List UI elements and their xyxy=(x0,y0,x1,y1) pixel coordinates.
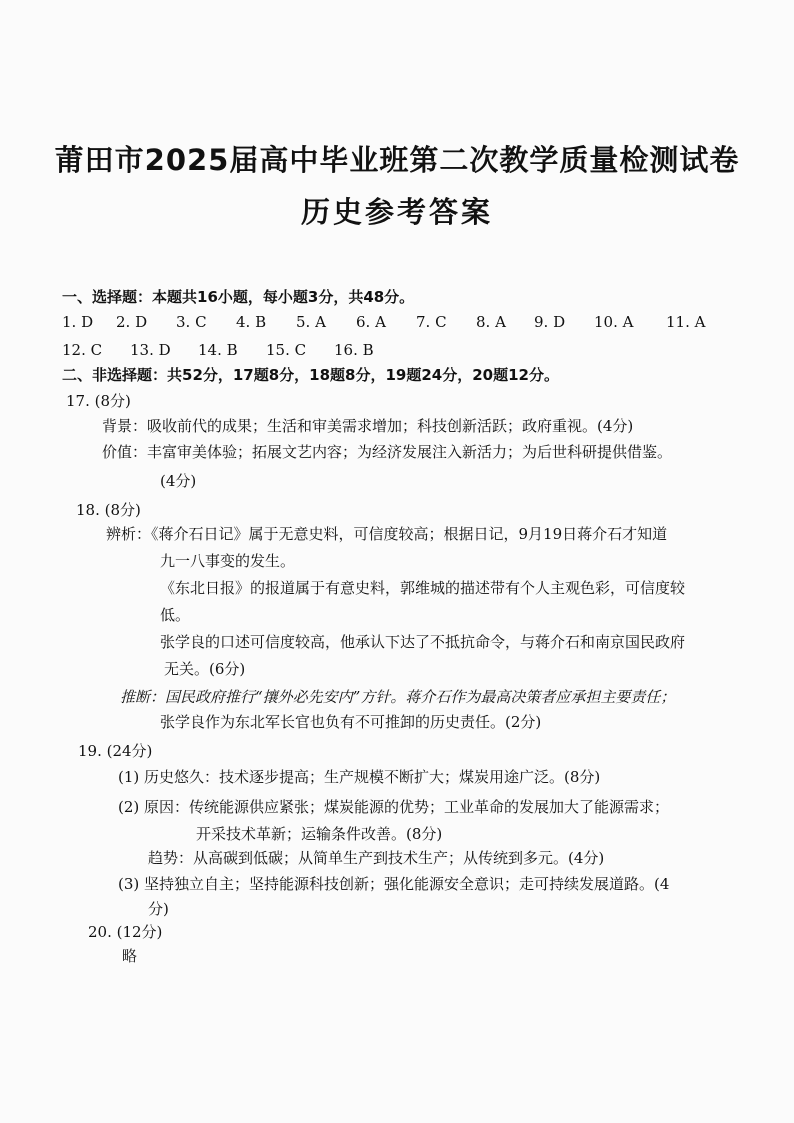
q20-answer: 略 xyxy=(122,947,138,965)
mcq-answer: 5. A xyxy=(296,313,326,331)
q17-background: 背景：吸收前代的成果；生活和审美需求增加；科技创新活跃；政府重视。(4分) xyxy=(102,417,634,435)
q18-label: 18. (8分) xyxy=(76,501,141,519)
mcq-answer: 14. B xyxy=(198,341,238,359)
q18-analysis-line4: 低。 xyxy=(160,606,191,624)
q19-part1: (1) 历史悠久：技术逐步提高；生产规模不断扩大；煤炭用途广泛。(8分) xyxy=(118,768,601,786)
q19-part2-trend: 趋势：从高碳到低碳；从简单生产到技术生产；从传统到多元。(4分) xyxy=(148,849,605,867)
mcq-answer: 11. A xyxy=(666,313,706,331)
mcq-answer: 1. D xyxy=(62,313,94,331)
q20-label: 20. (12分) xyxy=(88,923,163,941)
mcq-answer: 4. B xyxy=(236,313,267,331)
section1-heading: 一、选择题：本题共16小题，每小题3分，共48分。 xyxy=(62,288,415,306)
mcq-answer: 15. C xyxy=(266,341,307,359)
q18-analysis-line5: 张学良的口述可信度较高，他承认下达了不抵抗命令，与蒋介石和南京国民政府 xyxy=(160,633,686,651)
q19-label: 19. (24分) xyxy=(78,742,153,760)
q18-inference-line1: 推断：国民政府推行“攘外必先安内”方针。蒋介石作为最高决策者应承担主要责任； xyxy=(120,688,676,706)
mcq-answer: 2. D xyxy=(116,313,148,331)
q18-analysis-line2: 九一八事变的发生。 xyxy=(160,552,296,570)
mcq-answer: 7. C xyxy=(416,313,447,331)
q19-part2-line2: 开采技术革新；运输条件改善。(8分) xyxy=(196,825,443,843)
q17-value-line2: (4分) xyxy=(160,472,197,490)
mcq-answer: 10. A xyxy=(594,313,634,331)
document-subtitle: 历史参考答案 xyxy=(300,195,493,229)
q18-analysis-line6: 无关。(6分) xyxy=(164,660,246,678)
mcq-answer: 6. A xyxy=(356,313,386,331)
mcq-answer: 9. D xyxy=(534,313,566,331)
mcq-answer: 16. B xyxy=(334,341,374,359)
document-title: 莆田市2025届高中毕业班第二次教学质量检测试卷 xyxy=(54,143,740,177)
mcq-answers-row1 xyxy=(62,312,705,332)
q19-part3-line1: (3) 坚持独立自主；坚持能源科技创新；强化能源安全意识；走可持续发展道路。(4 xyxy=(118,875,670,893)
q19-part2-line1: (2) 原因：传统能源供应紧张；煤炭能源的优势；工业革命的发展加大了能源需求； xyxy=(118,798,670,816)
q17-label: 17. (8分) xyxy=(66,392,131,410)
mcq-answer: 8. A xyxy=(476,313,506,331)
q18-analysis-line1: 辨析：《蒋介石日记》属于无意史料，可信度较高；根据日记，9月19日蒋介石才知道 xyxy=(106,525,668,543)
mcq-answer: 13. D xyxy=(130,341,171,359)
mcq-answers-row2 xyxy=(62,340,374,360)
q18-analysis-line3: 《东北日报》的报道属于有意史料，郭维城的描述带有个人主观色彩，可信度较 xyxy=(160,579,686,597)
q18-inference-line2: 张学良作为东北军长官也负有不可推卸的历史责任。(2分) xyxy=(160,713,542,731)
q19-part3-line2: 分) xyxy=(148,900,169,918)
q17-value-line1: 价值：丰富审美体验；拓展文艺内容；为经济发展注入新活力；为后世科研提供借鉴。 xyxy=(102,443,673,461)
section2-heading: 二、非选择题：共52分，17题8分，18题8分，19题24分，20题12分。 xyxy=(62,366,559,384)
mcq-answer: 3. C xyxy=(176,313,207,331)
mcq-answer: 12. C xyxy=(62,341,103,359)
